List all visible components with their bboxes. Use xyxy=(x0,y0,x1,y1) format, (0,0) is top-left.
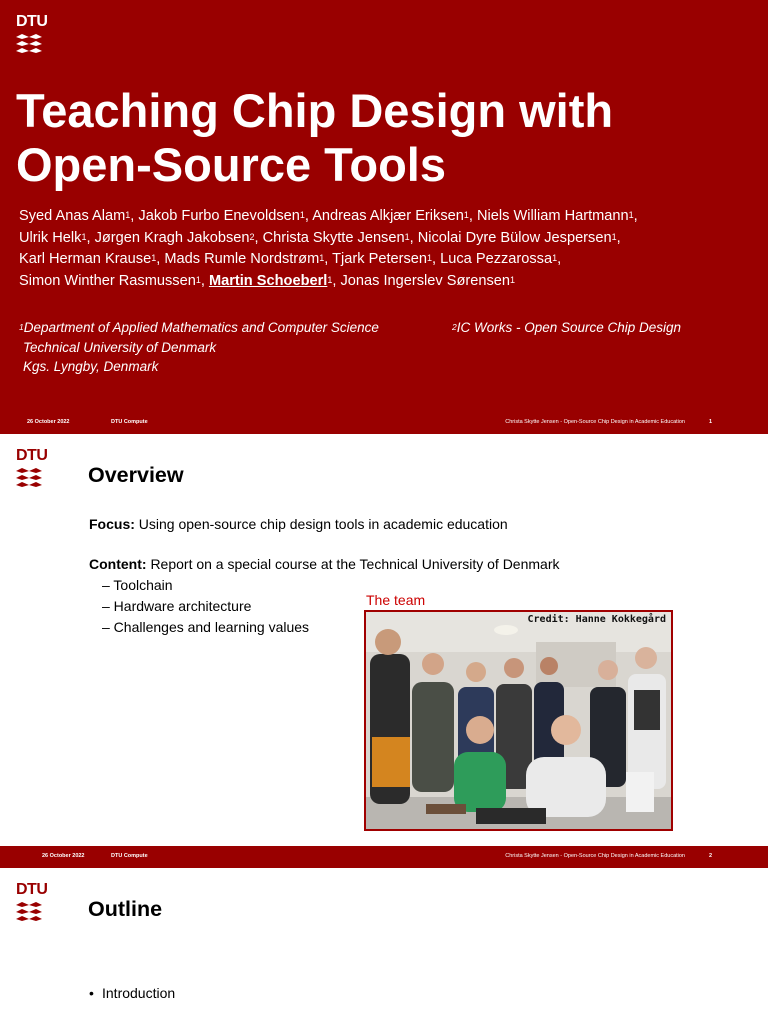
affiliation-2-text: IC Works - Open Source Chip Design xyxy=(456,320,682,335)
footer-page-number: 2 xyxy=(708,853,712,859)
footer-page-number: 1 xyxy=(708,419,712,425)
dtu-logo-icon xyxy=(16,34,42,54)
footer-dept: DTU Compute xyxy=(111,853,148,859)
author: Niels William Hartmann xyxy=(477,208,629,224)
team-photo xyxy=(364,610,673,831)
title-line-1: Teaching Chip Design with xyxy=(16,84,614,137)
affiliation-mark: 1 xyxy=(404,231,410,242)
dtu-logo-text: DTU xyxy=(16,447,48,464)
affiliation-1 xyxy=(19,318,379,377)
author: Mads Rumle Nordstrøm xyxy=(164,251,320,267)
affiliation-mark: 1 xyxy=(19,322,24,332)
footer-date: 26 October 2022 xyxy=(42,853,85,859)
author: Simon Winther Rasmussen xyxy=(19,272,196,289)
slide-heading: Outline xyxy=(88,897,163,921)
outline-list xyxy=(89,985,175,1001)
affiliation-2 xyxy=(452,318,681,338)
slide-heading: Overview xyxy=(88,463,184,487)
footer-dept: DTU Compute xyxy=(111,419,148,425)
affiliation-1-line-2: Technical University of Denmark xyxy=(23,339,217,355)
author: Jakob Furbo Enevoldsen xyxy=(138,208,300,224)
affiliation-mark: 2 xyxy=(452,322,457,332)
content-label: Content: xyxy=(89,556,147,572)
list-item: – Toolchain xyxy=(102,577,173,593)
footer-date: 26 October 2022 xyxy=(27,419,70,425)
affiliation-mark: 2 xyxy=(249,231,255,242)
author: Syed Anas Alam xyxy=(19,208,126,224)
author-list: Syed Anas Alam$^1$, Jakob Furbo Enevoldsen$^1$, Andreas Alkjær Eriksen$^1$, Niels William Hartmann$^1$, Ulrik Helk$^1$, Jørgen Kragh Jakobsen$^2$, Christa Skytte Jensen$^1$, Nicolai Dyre Bülow Jespersen$^1$, Karl Herman Krause$^1$, Mads Rumle Nordstrøm$^1$, Tjark Petersen$^1$, Luca Pezzarossa$^1$, Simon Winther Rasmussen$^1$, Martin Schoeberl$^1$, Jonas Ingerslev Sørensen$^1$ xyxy=(19,208,638,289)
dtu-logo-text: DTU xyxy=(16,881,48,898)
affiliation-mark: 1 xyxy=(81,231,87,242)
list-item: – Challenges and learning values xyxy=(102,619,310,635)
affiliation-mark: 1 xyxy=(611,231,617,242)
affiliation-mark: 1 xyxy=(552,253,558,263)
affiliation-mark: 1 xyxy=(195,274,201,285)
affiliation-mark: 1 xyxy=(125,210,131,220)
focus-text: Using open-source chip design tools in academic education xyxy=(138,516,508,532)
overview-slide xyxy=(0,434,768,866)
author: Tjark Petersen xyxy=(332,251,428,267)
photo-caption: The team xyxy=(366,592,426,608)
list-item: – Hardware architecture xyxy=(102,598,252,614)
author: Jonas Ingerslev Sørensen xyxy=(340,272,511,289)
slide-footer xyxy=(0,846,768,866)
author: Karl Herman Krause xyxy=(19,251,152,267)
focus-line xyxy=(89,514,649,535)
affiliation-mark: 1 xyxy=(319,253,325,263)
affiliation-mark: 1 xyxy=(427,253,433,263)
team-photo-image xyxy=(366,612,671,829)
outline-item: • Introduction xyxy=(89,985,175,1001)
footer-talk-title: Christa Skytte Jensen - Open-Source Chip Design in Academic Education xyxy=(505,853,685,859)
content-text: Report on a special course at the Technical University of Denmark xyxy=(150,556,560,572)
affiliation-mark: 1 xyxy=(299,210,305,220)
author: Ulrik Helk xyxy=(19,229,82,246)
dtu-logo-text: DTU xyxy=(16,13,48,30)
presentation-title xyxy=(16,84,736,192)
footer-talk-title: Christa Skytte Jensen - Open-Source Chip Design in Academic Education xyxy=(505,419,685,425)
affiliation-mark: 1 xyxy=(151,253,157,263)
author: Andreas Alkjær Eriksen xyxy=(312,208,464,224)
affiliation-1-line-3: Kgs. Lyngby, Denmark xyxy=(23,359,159,374)
affiliation-mark: 1 xyxy=(510,274,516,285)
dtu-logo xyxy=(16,13,48,58)
author: Nicolai Dyre Bülow Jespersen xyxy=(417,229,612,246)
outline-slide xyxy=(0,868,768,1024)
presenting-author: Martin Schoeberl xyxy=(208,272,328,289)
dtu-logo-icon xyxy=(16,902,42,922)
slide-footer xyxy=(0,412,768,432)
affiliation-mark: 1 xyxy=(628,210,634,220)
photo-credit: Credit: Hanne Kokkegård xyxy=(527,614,666,625)
affiliation-1-line-1: Department of Applied Mathematics and Computer Science xyxy=(23,320,379,335)
dtu-logo-icon xyxy=(16,468,42,488)
author: Christa Skytte Jensen xyxy=(262,229,405,246)
author: Luca Pezzarossa xyxy=(440,251,553,267)
dtu-logo xyxy=(16,881,48,926)
author: Jørgen Kragh Jakobsen xyxy=(94,229,250,246)
dtu-logo xyxy=(16,447,48,492)
focus-label: Focus: xyxy=(89,516,135,532)
title-line-2: Open-Source Tools xyxy=(16,138,446,191)
title-slide xyxy=(0,0,768,432)
affiliation-mark: 1 xyxy=(463,210,469,220)
affiliation-mark: 1 xyxy=(327,274,333,285)
content-line xyxy=(89,554,649,575)
